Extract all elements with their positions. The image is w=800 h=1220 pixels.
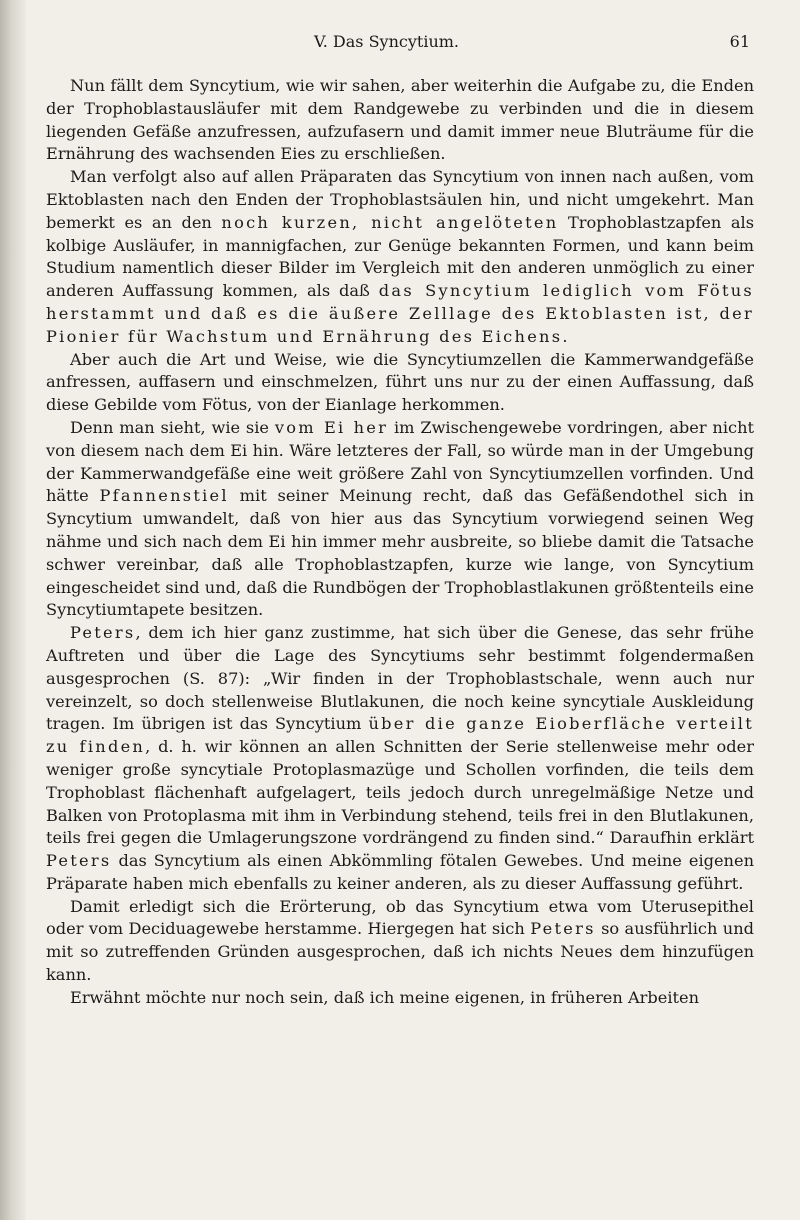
text-run: , d. h. wir können an allen Schnitten der Serie stellenweise mehr oder weniger große syncytiale Protoplasmazüge und Schollen vorfinden, die teils dem Trophoblast flächenhaft aufgelagert, teils jedoch durch unregelmäßige Netze und Balken von Protoplasma mit ihm in Verbindung stehend, teils frei in den Blutlakunen, teils frei gegen die Umlagerungszone vordrängend zu finden sind.“ Daraufhin erklärt <box>46 737 754 848</box>
spaced-emphasis: noch kurzen, nicht angelöteten <box>221 212 559 232</box>
text-run: Nun fällt dem Syncytium, wie wir sahen, aber weiterhin die Aufgabe zu, die Enden der Trophoblastausläufer mit dem Randgewebe zu verbinden und die in diesem liegenden Gefäße anzufressen, aufzufasern und damit immer neue Bluträume für die Ernährung des wachsenden Eies zu erschließen. <box>46 76 754 164</box>
running-header <box>46 32 754 51</box>
spaced-emphasis: vom Ei her <box>274 417 389 437</box>
text-run: , dem ich hier ganz zustimme, hat sich über die Genese, das sehr frühe Auftreten und über die Lage des Syncytiums sehr bestimmt folgendermaßen ausgesprochen (S. 87): „Wir finden in der Trophoblastschale, wenn auch nur vereinzelt, so doch stellenweise Blutlakunen, die noch keine syncytiale Auskleidung tragen. Im übrigen ist das Syncytium <box>46 623 754 734</box>
spaced-emphasis: Peters <box>70 623 136 643</box>
paragraph <box>46 622 754 896</box>
paragraph <box>46 896 754 987</box>
text-run: Man verfolgt also auf allen Präparaten das Syncytium von innen nach außen, vom Ektoblasten nach den Enden der Trophoblastsäulen hin, und nicht umgekehrt. Man bemerkt es an den <box>46 167 754 232</box>
page-number: 61 <box>729 32 750 51</box>
body-text <box>46 75 754 1010</box>
text-run: Aber auch die Art und Weise, wie die Syncytiumzellen die Kammerwandgefäße anfressen, auffasern und einschmelzen, führt uns nur zu der einen Auffassung, daß diese Gebilde vom Fötus, von der Eianlage herkommen. <box>46 349 754 415</box>
text-run: im Zwischengewebe vordringen, aber nicht von diesem nach dem Ei hin. Wäre letzteres der Fall, so würde man in der Umgebung der Kammerwandgefäße eine weit größere Zahl von Syncytiumzellen vorfinden. Und hätte <box>46 417 754 506</box>
spaced-emphasis: über die ganze Eioberfläche verteilt zu finden <box>46 714 755 757</box>
text-run: Damit erledigt sich die Erörterung, ob das Syncytium etwa vom Uterusepithel oder vom Deciduagewebe herstamme. Hiergegen hat sich <box>46 896 754 939</box>
book-spine-shadow <box>0 0 26 1220</box>
paragraph <box>46 987 754 1010</box>
spaced-emphasis: Peters <box>530 919 596 939</box>
paragraph <box>46 166 754 348</box>
book-page <box>46 32 754 1010</box>
chapter-title: V. Das Syncytium. <box>314 32 460 51</box>
text-run: Erwähnt möchte nur noch sein, daß ich meine eigenen, in früheren Arbeiten <box>70 987 700 1007</box>
spaced-emphasis: das Syncytium lediglich vom Fötus herstammt und daß es die äußere Zelllage des Ektoblasten ist, der Pionier für Wachstum und Ernährung des Eichens. <box>46 281 754 346</box>
spaced-emphasis: Peters <box>46 851 112 871</box>
spaced-emphasis: Pfannenstiel <box>99 486 229 506</box>
paragraph <box>46 417 754 622</box>
text-run: so ausführlich und mit so zutreffenden Gründen ausgesprochen, daß ich nichts Neues dem hinzufügen kann. <box>46 919 754 985</box>
text-run: mit seiner Meinung recht, daß das Gefäßendothel sich in Syncytium umwandelt, daß von hier aus das Syncytium vorwiegend seinen Weg nähme und sich nach dem Ei hin immer mehr ausbreite, so bliebe damit die Tatsache schwer vereinbar, daß alle Trophoblastzapfen, kurze wie lange, von Syncytium eingescheidet sind und, daß die Rundbögen der Trophoblastlakunen größtenteils eine Syncytiumtapete besitzen. <box>46 486 755 620</box>
paragraph <box>46 349 754 417</box>
text-run: Trophoblastzapfen als kolbige Ausläufer, in mannigfachen, zur Genüge bekannten Formen, und kann beim Studium namentlich dieser Bilder im Vergleich mit den anderen unmöglich zu einer anderen Auffassung kommen, als daß <box>46 212 754 301</box>
text-run: das Syncytium als einen Abkömmling fötalen Gewebes. Und meine eigenen Präparate haben mich ebenfalls zu keiner anderen, als zu dieser Auffassung geführt. <box>46 851 754 893</box>
paragraph <box>46 75 754 166</box>
text-run: Denn man sieht, wie sie <box>70 417 275 437</box>
